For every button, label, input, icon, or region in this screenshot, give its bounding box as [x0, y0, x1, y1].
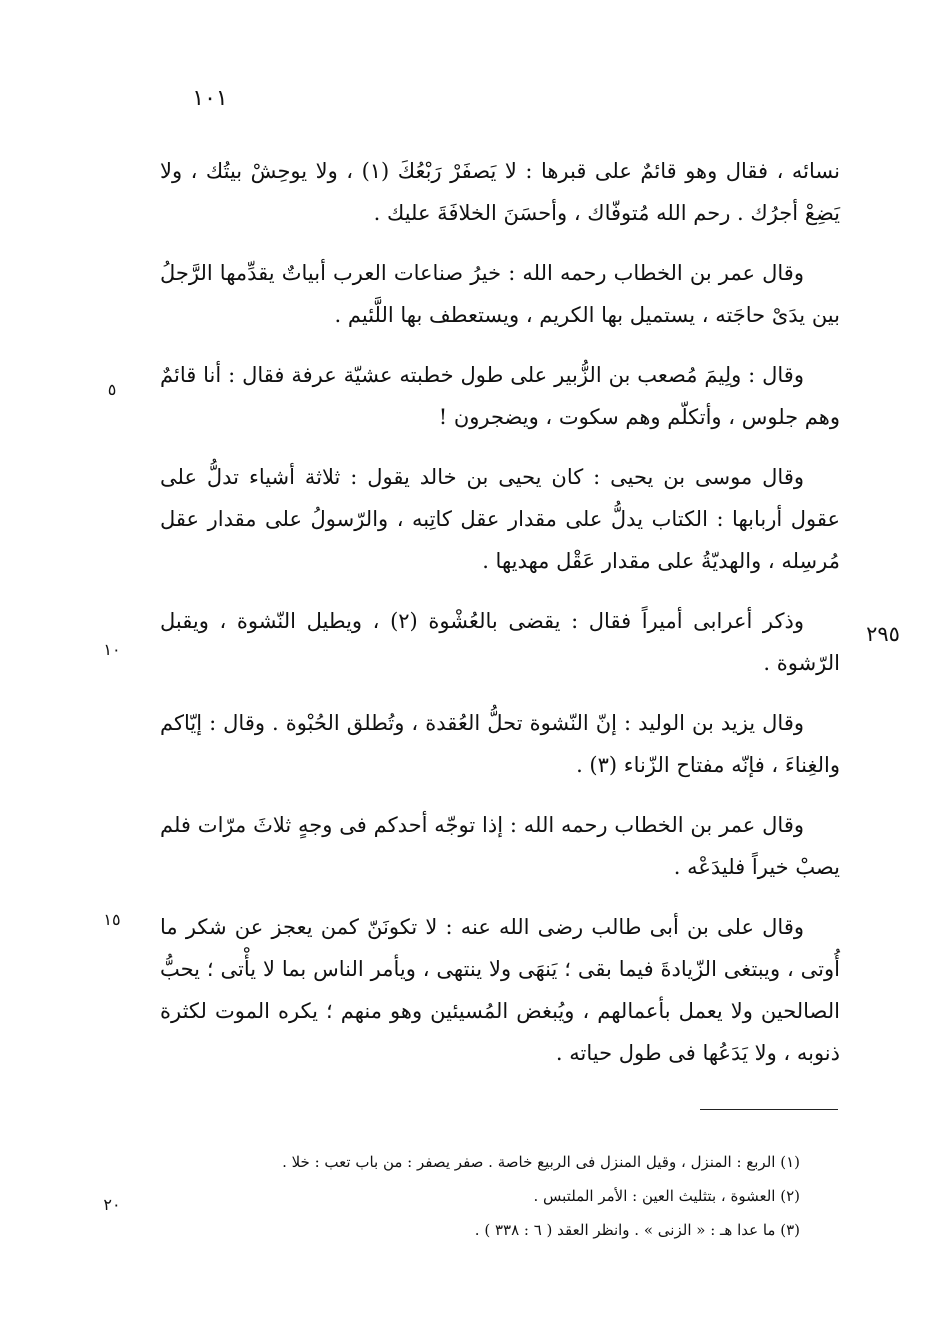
paragraph: وقال موسى بن يحيى : كان يحيى بن خالد يقول : ثلاثة أشياء تدلُّ على عقول أربابها : الكتاب يدلُّ على مقدار عقل كاتِبه ، والرّسولُ على مقدار عقل مُرسِله ، والهديّةُ على مقدار عَقْل مهديها .	[160, 465, 840, 573]
footnote: (١) الربع : المنزل ، وقيل المنزل فى الربيع خاصة . صفر يصفر : من باب تعب : خلا .	[282, 1153, 800, 1171]
paragraph: وذكر أعرابى أميراً فقال : يقضى بالعُشْوة (٢) ، ويطيل النّشوة ، ويقبل الرّشوة .	[160, 609, 840, 675]
page-number: ١٠١	[192, 86, 228, 111]
paragraph: وقال يزيد بن الوليد : إنّ النّشوة تحلُّ العُقدة ، وتُطلق الحُبْوة . وقال : إيّاكم والغِناءَ ، فإنّه مفتاح الزّناء (٣) .	[160, 711, 840, 777]
paragraph: نسائه ، فقال وهو قائمٌ على قبرها : لا يَصفَرْ رَبْعُكَ (١) ، ولا يوحِشْ بيتُك ، ولا يَضِعْ أجرُك . رحم الله مُتوفّاك ، وأحسَنَ الخلافَةَ عليك .	[160, 159, 840, 225]
paragraph: وقال عمر بن الخطاب رحمه الله : خيرُ صناعات العرب أبياتٌ يقدِّمها الرَّجلُ بين يدَىْ حاجَته ، يستميل بها الكريم ، ويستعطف بها اللَّئيم .	[160, 261, 840, 327]
footnotes	[160, 1145, 800, 1247]
line-marker-10: ١٠	[103, 640, 121, 659]
line-marker-20: ٢٠	[103, 1195, 121, 1214]
footnote: (٣) ما عدا هـ : « الزنى » . وانظر العقد ( ٦ : ٣٣٨ ) .	[474, 1221, 800, 1239]
footnote-separator	[700, 1109, 838, 1110]
paragraph: وقال : ولِيمَ مُصعب بن الزُّبير على طول خطبته عشيّة عرفة فقال : أنا قائمٌ وهم جلوس ، وأتكلّم وهم سكوت ، ويضجرون !	[160, 363, 840, 429]
paragraph: وقال على بن أبى طالب رضى الله عنه : لا تكونَنّ كمن يعجز عن شكر ما أُوتى ، ويبتغى الزّيادةَ فيما بقى ؛ يَنهَى ولا ينتهى ، ويأمر الناس بما لا يأْتى ؛ يحبُّ الصالحين ولا يعمل بأعمالهم ، ويُبغض المُسيئين وهو منهم ؛ يكره الموت لكثرة ذنوبه ، ولا يَدَعُها فى طول حياته .	[160, 915, 840, 1065]
main-text	[160, 150, 840, 1092]
original-page-reference: ٢٩٥	[866, 622, 900, 646]
line-marker-5: ٥	[107, 380, 117, 399]
line-marker-15: ١٥	[103, 910, 121, 929]
footnote: (٢) العشوة ، بتثليث العين : الأمر الملتبس .	[533, 1187, 800, 1205]
paragraph: وقال عمر بن الخطاب رحمه الله : إذا توجّه أحدكم فى وجهٍ ثلاثَ مرّات فلم يصبْ خيراً فليدَعْه .	[160, 813, 840, 879]
